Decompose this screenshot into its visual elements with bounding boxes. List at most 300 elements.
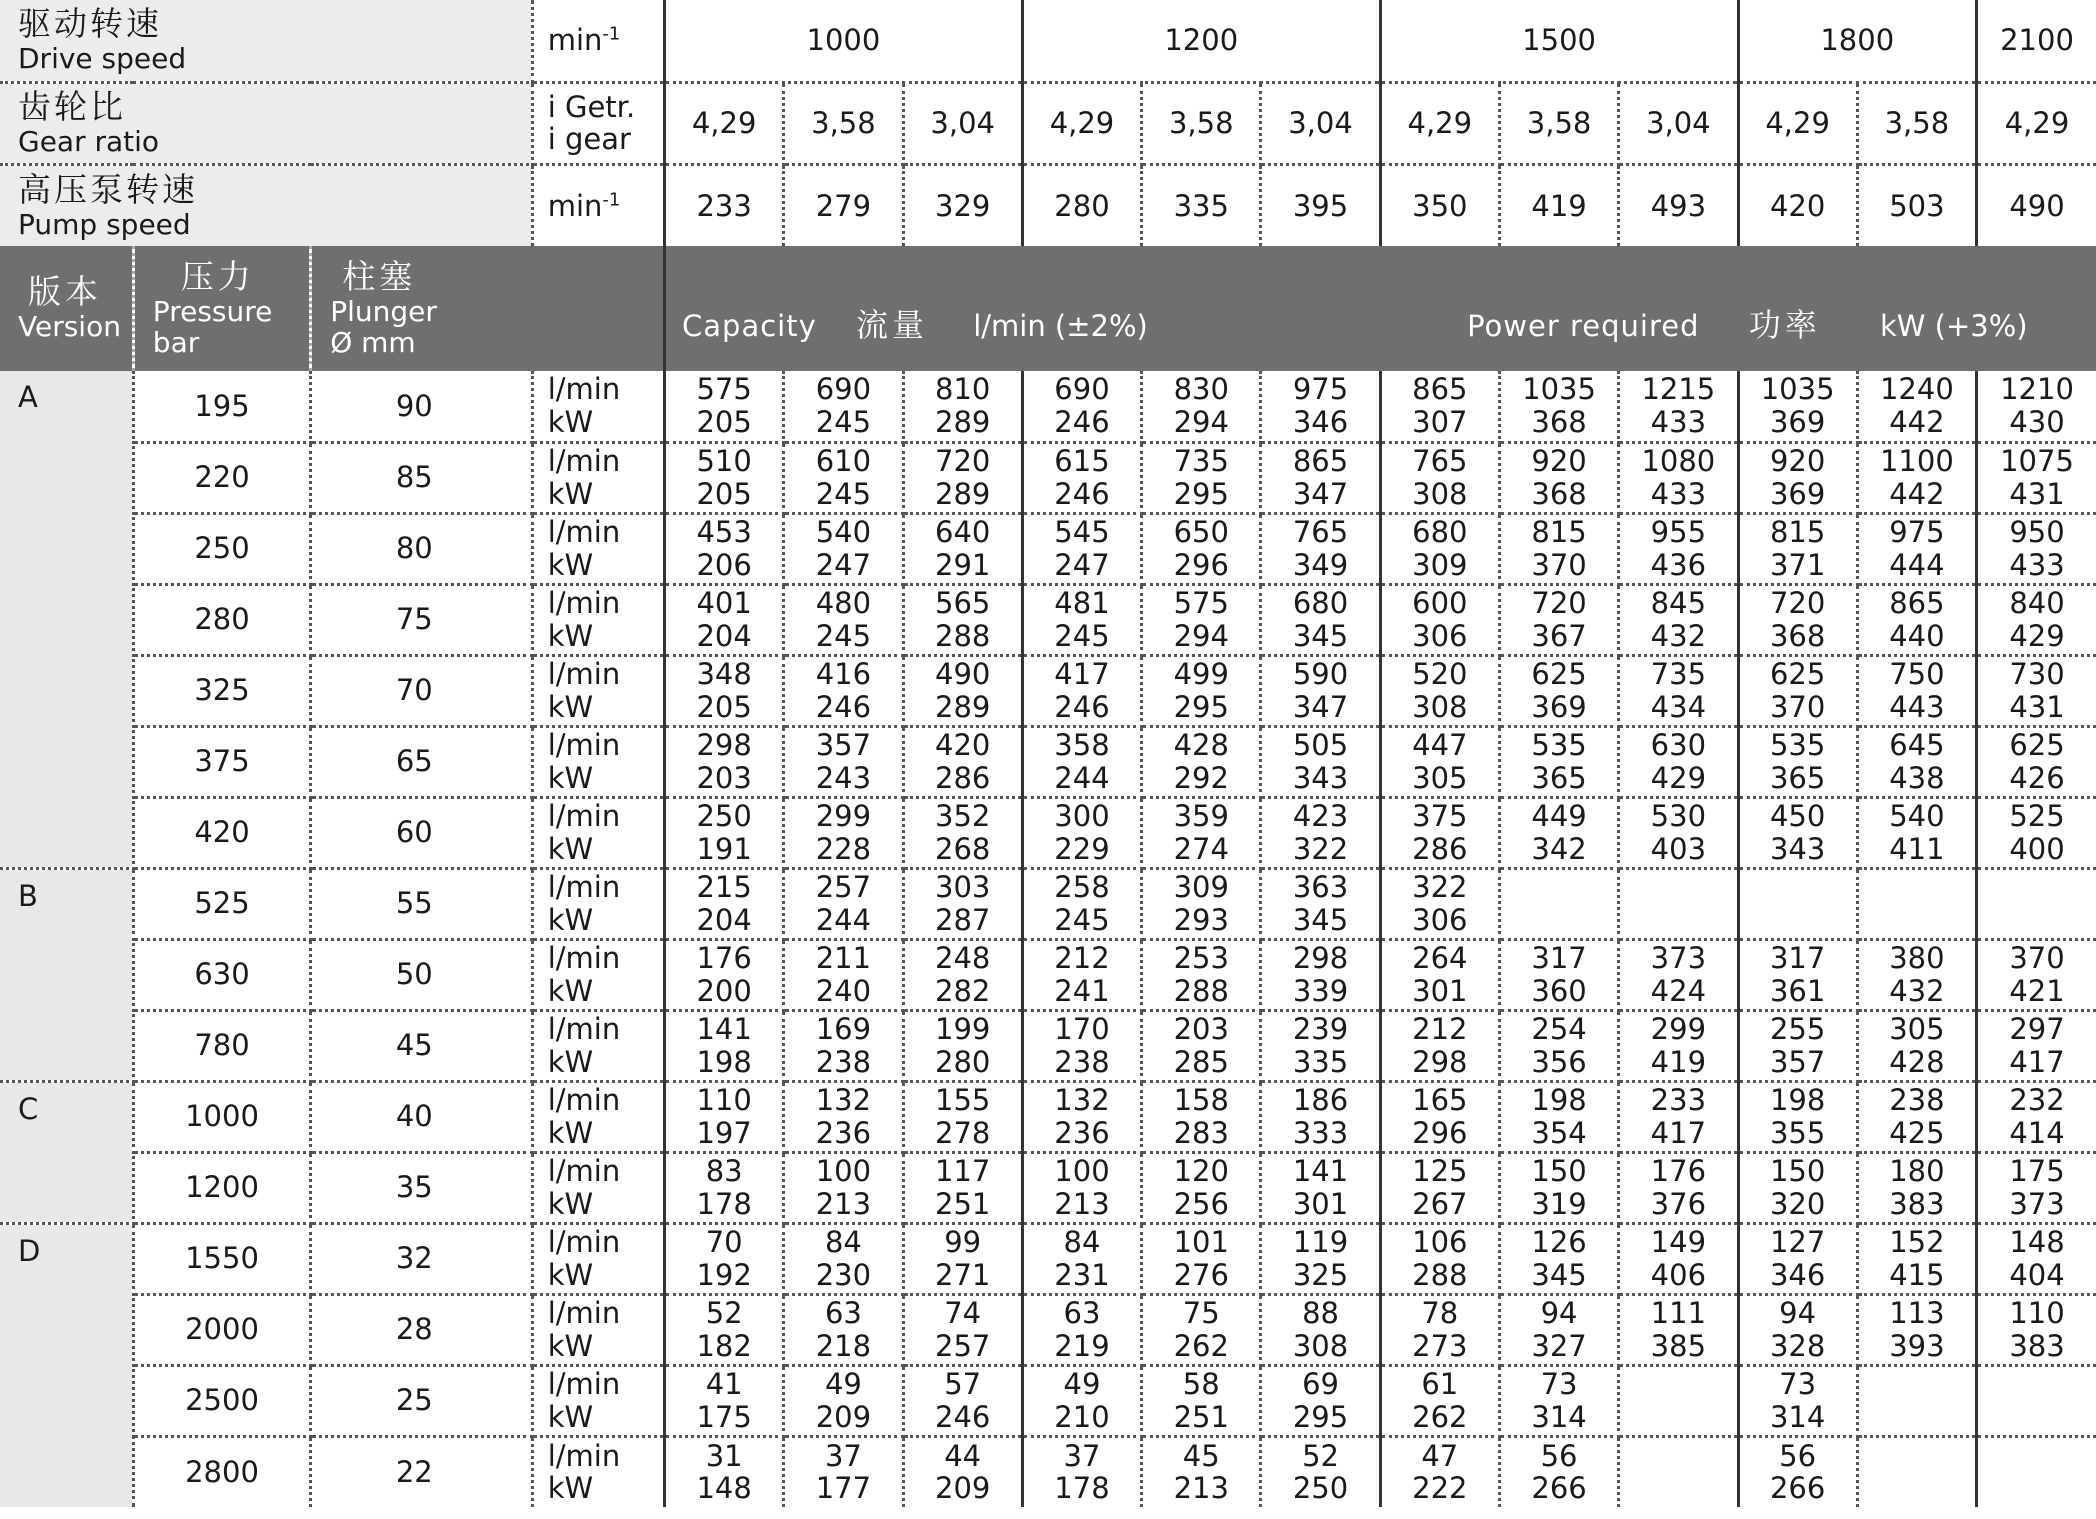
flow-value: 690 bbox=[815, 372, 872, 407]
power-value: 345 bbox=[1531, 1257, 1587, 1292]
value-cell bbox=[1261, 726, 1380, 797]
unit-cell bbox=[532, 442, 664, 513]
value-cell bbox=[1022, 1152, 1141, 1223]
power-value: 295 bbox=[1173, 476, 1229, 511]
value-cell bbox=[1977, 1081, 2096, 1152]
pressure-cell: 2800 bbox=[133, 1436, 310, 1507]
power-value: 209 bbox=[935, 1471, 991, 1506]
unit-cell bbox=[532, 371, 664, 442]
plunger-cell: 40 bbox=[311, 1081, 533, 1152]
plunger-cell: 75 bbox=[311, 584, 533, 655]
power-value: 355 bbox=[1769, 1115, 1826, 1150]
power-value: 335 bbox=[1292, 1044, 1349, 1079]
power-value: 251 bbox=[1173, 1399, 1229, 1434]
power-label-en: Power required bbox=[1467, 309, 1700, 343]
flow-value: 84 bbox=[824, 1225, 862, 1260]
value-cell bbox=[1380, 939, 1499, 1010]
power-value: 178 bbox=[696, 1186, 752, 1221]
value-cell bbox=[1738, 1081, 1857, 1152]
unit-cell bbox=[532, 513, 664, 584]
power-value: 367 bbox=[1531, 618, 1587, 653]
flow-value: 248 bbox=[935, 941, 991, 976]
pressure-cell: 2500 bbox=[133, 1365, 310, 1436]
flow-value: 264 bbox=[1412, 941, 1468, 976]
value-cell bbox=[1977, 1294, 2096, 1365]
power-value: 436 bbox=[1650, 547, 1707, 582]
value-cell bbox=[1380, 1223, 1499, 1294]
flow-value: 730 bbox=[2009, 657, 2065, 692]
power-value: 219 bbox=[1054, 1328, 1110, 1363]
power-value: 289 bbox=[935, 404, 991, 439]
pump-speed-value: 280 bbox=[1022, 164, 1141, 246]
flow-value: 176 bbox=[696, 941, 752, 976]
flow-value: 238 bbox=[1889, 1083, 1945, 1118]
value-cell bbox=[1142, 939, 1261, 1010]
table-row bbox=[0, 371, 2096, 442]
gear-ratio-value: 4,29 bbox=[1738, 82, 1857, 164]
value-cell bbox=[665, 1010, 784, 1081]
value-cell bbox=[1977, 1223, 2096, 1294]
value-cell bbox=[784, 1081, 903, 1152]
pressure-header-en: Pressure bbox=[152, 294, 273, 328]
power-value: 309 bbox=[1412, 547, 1468, 582]
power-value: 314 bbox=[1769, 1399, 1826, 1434]
power-value: 236 bbox=[1054, 1115, 1110, 1150]
flow-value: 317 bbox=[1531, 941, 1587, 976]
flow-unit-label: l/min bbox=[547, 586, 621, 621]
value-cell bbox=[665, 584, 784, 655]
value-cell bbox=[903, 1152, 1022, 1223]
drive-speed-row bbox=[0, 0, 2096, 82]
value-cell bbox=[1738, 1365, 1857, 1436]
flow-value: 625 bbox=[2009, 728, 2065, 763]
value-cell bbox=[784, 1010, 903, 1081]
flow-unit-label: l/min bbox=[547, 1438, 621, 1473]
flow-value: 1080 bbox=[1641, 444, 1716, 479]
drive-speed-zh: 驱动转速 bbox=[18, 4, 162, 44]
power-value: 148 bbox=[696, 1471, 752, 1506]
flow-value: 198 bbox=[1769, 1083, 1826, 1118]
value-cell bbox=[1619, 1010, 1738, 1081]
value-cell bbox=[1857, 1223, 1976, 1294]
plunger-cell: 85 bbox=[311, 442, 533, 513]
power-value: 347 bbox=[1292, 689, 1349, 724]
value-cell bbox=[1977, 797, 2096, 868]
version-header-zh: 版本 bbox=[28, 272, 102, 312]
power-value: 419 bbox=[1650, 1044, 1707, 1079]
power-value: 206 bbox=[696, 547, 752, 582]
value-cell bbox=[1619, 655, 1738, 726]
flow-value: 815 bbox=[1769, 515, 1826, 550]
gear-ratio-unit bbox=[532, 82, 664, 164]
plunger-cell: 22 bbox=[311, 1436, 533, 1507]
value-cell bbox=[1261, 513, 1380, 584]
power-value: 346 bbox=[1769, 1257, 1826, 1292]
power-value: 267 bbox=[1412, 1186, 1468, 1221]
power-value: 262 bbox=[1173, 1328, 1229, 1363]
gear-ratio-value: 3,04 bbox=[1261, 82, 1380, 164]
flow-value: 299 bbox=[815, 799, 872, 834]
power-value: 266 bbox=[1769, 1471, 1826, 1506]
power-value: 421 bbox=[2009, 973, 2065, 1008]
flow-value: 106 bbox=[1412, 1225, 1468, 1260]
flow-value: 735 bbox=[1173, 444, 1229, 479]
value-cell bbox=[784, 655, 903, 726]
flow-value: 530 bbox=[1650, 799, 1707, 834]
power-value: 240 bbox=[815, 973, 872, 1008]
value-cell bbox=[1977, 1010, 2096, 1081]
flow-value: 453 bbox=[696, 515, 752, 550]
power-value: 175 bbox=[696, 1399, 752, 1434]
value-cell bbox=[1142, 584, 1261, 655]
version-header-en: Version bbox=[18, 310, 121, 344]
power-value: 431 bbox=[2009, 689, 2065, 724]
flow-value: 575 bbox=[1173, 586, 1229, 621]
flow-value: 449 bbox=[1531, 799, 1587, 834]
flow-value: 298 bbox=[696, 728, 752, 763]
value-cell bbox=[1619, 868, 1738, 939]
power-value: 245 bbox=[1054, 902, 1110, 937]
power-value: 347 bbox=[1292, 476, 1349, 511]
value-cell bbox=[1142, 1010, 1261, 1081]
flow-value: 401 bbox=[696, 586, 752, 621]
flow-value: 750 bbox=[1889, 657, 1945, 692]
table-row bbox=[0, 584, 2096, 655]
power-value: 325 bbox=[1292, 1257, 1349, 1292]
flow-value: 1215 bbox=[1641, 372, 1716, 407]
pump-speed-value: 490 bbox=[2009, 188, 2065, 223]
gear-ratio-value: 3,58 bbox=[1857, 82, 1976, 164]
value-cell bbox=[1380, 726, 1499, 797]
power-unit-label: kW bbox=[547, 973, 594, 1008]
drive-speed-en: Drive speed bbox=[18, 42, 187, 76]
table-row bbox=[0, 1010, 2096, 1081]
power-value: 247 bbox=[815, 547, 872, 582]
flow-value: 119 bbox=[1292, 1225, 1349, 1260]
power-value: 238 bbox=[815, 1044, 872, 1079]
unit-cell bbox=[532, 1010, 664, 1081]
power-value: 429 bbox=[2009, 618, 2065, 653]
unit-cell bbox=[532, 1081, 664, 1152]
flow-value: 447 bbox=[1412, 728, 1468, 763]
flow-value: 180 bbox=[1889, 1154, 1945, 1189]
flow-value: 625 bbox=[1769, 657, 1826, 692]
flow-unit-label: l/min bbox=[547, 799, 621, 834]
value-cell bbox=[1857, 442, 1976, 513]
flow-value: 169 bbox=[815, 1012, 872, 1047]
flow-value: 357 bbox=[815, 728, 872, 763]
flow-value: 303 bbox=[935, 870, 991, 905]
power-value: 236 bbox=[815, 1115, 872, 1150]
power-unit-label: kW bbox=[547, 1115, 594, 1150]
power-value: 440 bbox=[1889, 618, 1945, 653]
power-value: 327 bbox=[1531, 1328, 1587, 1363]
flow-value: 100 bbox=[815, 1154, 872, 1189]
value-cell bbox=[1619, 1223, 1738, 1294]
flow-value: 810 bbox=[935, 372, 991, 407]
flow-value: 640 bbox=[935, 515, 991, 550]
power-value: 244 bbox=[815, 902, 872, 937]
power-value: 443 bbox=[1889, 689, 1945, 724]
drive-speed-1500: 1500 bbox=[1380, 0, 1738, 82]
power-value: 433 bbox=[1650, 404, 1707, 439]
flow-value: 88 bbox=[1302, 1296, 1339, 1331]
power-value: 417 bbox=[2009, 1044, 2065, 1079]
value-cell bbox=[1499, 1223, 1618, 1294]
table-row bbox=[0, 726, 2096, 797]
flow-value: 1075 bbox=[2000, 444, 2074, 479]
power-value: 246 bbox=[1054, 689, 1110, 724]
power-value: 400 bbox=[2009, 831, 2065, 866]
value-cell bbox=[784, 1152, 903, 1223]
flow-value: 920 bbox=[1531, 444, 1587, 479]
capacity-unit: l/min (±2%) bbox=[973, 309, 1148, 343]
value-cell bbox=[1619, 1365, 1738, 1436]
value-cell bbox=[665, 868, 784, 939]
power-value: 345 bbox=[1292, 902, 1349, 937]
drive-speed-label bbox=[0, 0, 532, 82]
power-value: 433 bbox=[1650, 476, 1707, 511]
power-value: 251 bbox=[935, 1186, 991, 1221]
flow-value: 94 bbox=[1779, 1296, 1817, 1331]
unit-cell bbox=[532, 868, 664, 939]
power-value: 241 bbox=[1054, 973, 1110, 1008]
flow-value: 373 bbox=[1650, 941, 1707, 976]
flow-value: 56 bbox=[1540, 1438, 1578, 1473]
value-cell bbox=[903, 797, 1022, 868]
value-cell bbox=[1022, 1223, 1141, 1294]
power-value: 213 bbox=[1173, 1471, 1229, 1506]
flow-value: 499 bbox=[1173, 657, 1229, 692]
flow-value: 1035 bbox=[1760, 372, 1835, 407]
gear-ratio-value: 4,29 bbox=[1022, 82, 1141, 164]
flow-value: 645 bbox=[1889, 728, 1945, 763]
flow-value: 255 bbox=[1769, 1012, 1826, 1047]
power-value: 244 bbox=[1054, 760, 1110, 795]
flow-value: 75 bbox=[1182, 1296, 1220, 1331]
flow-value: 63 bbox=[824, 1296, 862, 1331]
value-cell bbox=[903, 1223, 1022, 1294]
value-cell bbox=[1619, 1294, 1738, 1365]
flow-value: 199 bbox=[935, 1012, 991, 1047]
flow-value: 540 bbox=[1889, 799, 1945, 834]
power-value: 368 bbox=[1769, 618, 1826, 653]
value-cell bbox=[903, 655, 1022, 726]
power-value: 373 bbox=[2009, 1186, 2065, 1221]
value-cell bbox=[1380, 868, 1499, 939]
value-cell bbox=[903, 1294, 1022, 1365]
flow-value: 132 bbox=[1054, 1083, 1110, 1118]
value-cell bbox=[1619, 371, 1738, 442]
flow-value: 765 bbox=[1412, 444, 1468, 479]
value-cell bbox=[1261, 1152, 1380, 1223]
flow-value: 73 bbox=[1540, 1367, 1578, 1402]
value-cell bbox=[1857, 1436, 1976, 1507]
version-cell: B bbox=[0, 868, 133, 1081]
power-value: 296 bbox=[1173, 547, 1229, 582]
pump-speed-unit-sup: -1 bbox=[602, 188, 621, 210]
value-cell bbox=[784, 1436, 903, 1507]
value-cell bbox=[1619, 797, 1738, 868]
power-value: 257 bbox=[935, 1328, 991, 1363]
value-cell bbox=[1499, 584, 1618, 655]
pump-speed-value: 419 bbox=[1499, 164, 1618, 246]
value-cell bbox=[1977, 584, 2096, 655]
flow-value: 1240 bbox=[1879, 372, 1954, 407]
power-value: 415 bbox=[1889, 1257, 1945, 1292]
flow-unit-label: l/min bbox=[547, 870, 621, 905]
pump-speed-row bbox=[0, 164, 2096, 246]
plunger-cell: 32 bbox=[311, 1223, 533, 1294]
flow-value: 300 bbox=[1054, 799, 1110, 834]
value-cell bbox=[1619, 1436, 1738, 1507]
power-value: 306 bbox=[1412, 618, 1468, 653]
flow-value: 975 bbox=[1292, 372, 1349, 407]
power-value: 278 bbox=[935, 1115, 991, 1150]
power-value: 442 bbox=[1889, 476, 1945, 511]
power-unit-label: kW bbox=[547, 689, 594, 724]
value-cell bbox=[1499, 726, 1618, 797]
value-cell bbox=[665, 939, 784, 1010]
flow-value: 735 bbox=[1650, 657, 1707, 692]
table-row bbox=[0, 1152, 2096, 1223]
table-row bbox=[0, 1081, 2096, 1152]
flow-value: 73 bbox=[1779, 1367, 1817, 1402]
value-cell bbox=[1977, 1436, 2096, 1507]
flow-value: 94 bbox=[1540, 1296, 1578, 1331]
power-value: 343 bbox=[1769, 831, 1826, 866]
value-cell bbox=[1738, 513, 1857, 584]
value-cell bbox=[1022, 584, 1141, 655]
value-cell bbox=[665, 1081, 784, 1152]
flow-value: 212 bbox=[1412, 1012, 1468, 1047]
flow-value: 615 bbox=[1054, 444, 1110, 479]
power-value: 205 bbox=[696, 476, 752, 511]
pressure-cell: 1200 bbox=[133, 1152, 310, 1223]
power-unit-label: kW bbox=[547, 760, 594, 795]
flow-value: 148 bbox=[2009, 1225, 2065, 1260]
flow-value: 845 bbox=[1650, 586, 1707, 621]
value-cell bbox=[1738, 655, 1857, 726]
flow-value: 590 bbox=[1292, 657, 1349, 692]
value-cell bbox=[665, 1294, 784, 1365]
flow-value: 239 bbox=[1292, 1012, 1349, 1047]
pump-speed-value: 335 bbox=[1142, 164, 1261, 246]
table-row bbox=[0, 442, 2096, 513]
value-cell bbox=[1261, 655, 1380, 726]
flow-value: 600 bbox=[1412, 586, 1468, 621]
power-value: 430 bbox=[2009, 404, 2065, 439]
value-cell bbox=[1142, 1152, 1261, 1223]
power-value: 273 bbox=[1412, 1328, 1468, 1363]
power-value: 294 bbox=[1173, 404, 1229, 439]
plunger-cell: 35 bbox=[311, 1152, 533, 1223]
value-cell bbox=[1857, 371, 1976, 442]
value-cell bbox=[1738, 1010, 1857, 1081]
pump-speed-unit bbox=[532, 164, 664, 246]
value-cell bbox=[903, 371, 1022, 442]
power-value: 203 bbox=[696, 760, 752, 795]
pump-speed-value: 420 bbox=[1738, 164, 1857, 246]
value-cell bbox=[1857, 513, 1976, 584]
value-cell bbox=[1499, 1436, 1618, 1507]
value-cell bbox=[1142, 513, 1261, 584]
value-cell bbox=[665, 797, 784, 868]
value-cell bbox=[1261, 868, 1380, 939]
value-cell bbox=[1977, 868, 2096, 939]
flow-unit-label: l/min bbox=[547, 1225, 621, 1260]
value-cell bbox=[665, 442, 784, 513]
flow-value: 37 bbox=[1063, 1438, 1101, 1473]
power-value: 339 bbox=[1292, 973, 1349, 1008]
power-value: 308 bbox=[1412, 689, 1468, 724]
power-value: 428 bbox=[1889, 1044, 1945, 1079]
power-value: 431 bbox=[2009, 476, 2065, 511]
value-cell bbox=[665, 1223, 784, 1294]
value-cell bbox=[903, 939, 1022, 1010]
flow-value: 175 bbox=[2009, 1154, 2065, 1189]
flow-value: 720 bbox=[935, 444, 991, 479]
gear-ratio-value: 3,04 bbox=[903, 82, 1022, 164]
power-value: 246 bbox=[815, 689, 872, 724]
value-cell bbox=[1738, 584, 1857, 655]
flow-value: 257 bbox=[815, 870, 872, 905]
flow-value: 212 bbox=[1054, 941, 1110, 976]
power-value: 294 bbox=[1173, 618, 1229, 653]
unit-cell bbox=[532, 797, 664, 868]
flow-value: 540 bbox=[815, 515, 872, 550]
power-unit-label: kW bbox=[547, 1328, 594, 1363]
power-value: 305 bbox=[1412, 760, 1468, 795]
power-value: 271 bbox=[935, 1257, 991, 1292]
power-value: 295 bbox=[1173, 689, 1229, 724]
pump-speed-en: Pump speed bbox=[18, 207, 191, 241]
flow-value: 545 bbox=[1054, 515, 1110, 550]
flow-value: 375 bbox=[1412, 799, 1468, 834]
power-value: 238 bbox=[1054, 1044, 1110, 1079]
value-cell bbox=[1261, 371, 1380, 442]
flow-value: 211 bbox=[815, 941, 872, 976]
power-unit: kW (+3%) bbox=[1879, 309, 2028, 343]
power-value: 301 bbox=[1412, 973, 1468, 1008]
power-value: 210 bbox=[1054, 1399, 1110, 1434]
value-cell bbox=[1499, 1152, 1618, 1223]
power-value: 308 bbox=[1412, 476, 1468, 511]
flow-value: 535 bbox=[1531, 728, 1587, 763]
flow-unit-label: l/min bbox=[547, 728, 621, 763]
value-cell bbox=[1261, 1081, 1380, 1152]
power-value: 345 bbox=[1292, 618, 1349, 653]
gear-ratio-value: 3,58 bbox=[1499, 82, 1618, 164]
value-cell bbox=[1499, 442, 1618, 513]
value-cell bbox=[1857, 655, 1976, 726]
gear-ratio-value: 4,29 bbox=[1380, 82, 1499, 164]
power-value: 285 bbox=[1173, 1044, 1229, 1079]
pressure-header-unit: bar bbox=[152, 325, 200, 359]
value-cell bbox=[1738, 442, 1857, 513]
power-value: 292 bbox=[1173, 760, 1229, 795]
flow-value: 254 bbox=[1531, 1012, 1587, 1047]
flow-value: 253 bbox=[1173, 941, 1229, 976]
value-cell bbox=[784, 939, 903, 1010]
value-cell bbox=[1261, 939, 1380, 1010]
value-cell bbox=[1499, 371, 1618, 442]
power-value: 200 bbox=[696, 973, 752, 1008]
value-cell bbox=[1738, 371, 1857, 442]
flow-value: 298 bbox=[1292, 941, 1349, 976]
flow-value: 348 bbox=[696, 657, 752, 692]
capacity-label-zh: 流量 bbox=[855, 306, 928, 344]
